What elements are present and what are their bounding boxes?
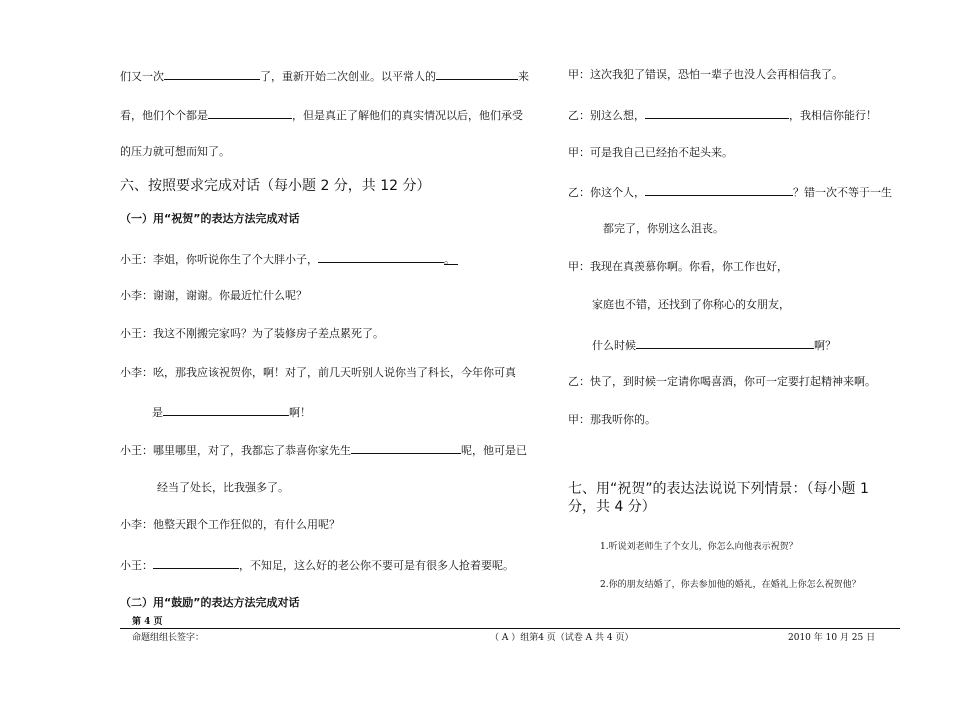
text: 小王： <box>120 559 153 572</box>
right-line-6: 甲：我现在真羡慕你啊。你看，你工作也好， <box>568 260 788 273</box>
answer-blank <box>163 404 289 416</box>
text: 可想而知了。 <box>164 145 230 158</box>
dialog-line-4: 小李：吆，那我应该祝贺你，啊！对了，前几天听别人说你当了科长，今年你可真 <box>120 366 516 379</box>
subsection-2-heading: （二）用“鼓励”的表达方法完成对话 <box>120 596 300 609</box>
text: 啊！ <box>289 406 311 419</box>
text: 呢，他可是已 <box>461 444 527 457</box>
answer-blank <box>436 68 518 80</box>
text: 们又一次 <box>120 70 164 83</box>
text: ？错一次不等于一生 <box>793 186 892 199</box>
text: 了，重新开始二次创业。以平常人的 <box>260 70 436 83</box>
text: 啊？ <box>814 339 836 352</box>
text: 什么时候 <box>592 339 636 352</box>
text: ，但是真正了解他们的真实情况以后，他们承受 <box>292 109 523 122</box>
question-1: 1.听说刘老师生了个女儿，你怎么向他表示祝贺？ <box>600 542 798 552</box>
text: ，我相信你能行！ <box>789 109 877 122</box>
text: 乙：你这个人， <box>568 186 645 199</box>
dialog-line-6 <box>120 442 527 458</box>
right-line-9: 乙：快了，到时候一定请你喝喜酒，你可一定要打起精神来啊。 <box>568 375 876 388</box>
period-mark: 。 <box>444 253 458 265</box>
section-7-heading-line-1: 七、用“祝贺”的表达法说说下列情景：（每小题 1 <box>568 481 869 497</box>
answer-blank <box>208 107 292 119</box>
left-line-3 <box>120 145 230 159</box>
dialog-line-9 <box>120 557 514 573</box>
right-line-10: 甲：那我听你的。 <box>568 413 656 426</box>
answer-blank <box>645 107 789 119</box>
text: 小王：李姐，你听说你生了个大胖小子， <box>120 253 318 266</box>
right-line-8 <box>592 337 836 353</box>
text: 是 <box>152 406 163 419</box>
text: 来 <box>518 70 529 83</box>
dialog-line-3: 小王：我这不刚搬完家吗？为了装修房子差点累死了。 <box>120 327 384 340</box>
section-6-heading: 六、按照要求完成对话（每小题 2 分，共 12 分） <box>120 178 431 194</box>
dialog-line-1 <box>120 251 458 267</box>
right-line-3: 甲：可是我自己已经抬不起头来。 <box>568 146 733 159</box>
text: 乙：别这么想， <box>568 109 645 122</box>
right-line-5: 都完了，你别这么沮丧。 <box>603 222 724 235</box>
footer-date: 2010 年 10 月 25 日 <box>788 633 876 643</box>
text: 小王：哪里哪里，对了，我都忘了恭喜你家先生 <box>120 444 351 457</box>
answer-blank <box>351 442 461 454</box>
subsection-1-heading: （一）用“祝贺”的表达方法完成对话 <box>120 212 300 225</box>
text: 看，他们个个都是 <box>120 109 208 122</box>
question-2: 2.你的朋友结婚了，你去参加他的婚礼，在婚礼上你怎么祝贺他？ <box>600 580 861 590</box>
answer-blank <box>164 68 260 80</box>
text: 的压力就 <box>120 145 164 158</box>
answer-blank <box>153 557 239 569</box>
answer-blank <box>645 184 793 196</box>
left-line-2 <box>120 107 523 123</box>
dialog-line-8: 小李：他整天跟个工作狂似的，有什么用呢？ <box>120 518 340 531</box>
right-line-2 <box>568 107 877 123</box>
footer-page-info: （ A ）组第4 页（试卷 A 共 4 页） <box>490 633 634 643</box>
section-7-heading-line-2: 分，共 4 分） <box>568 499 656 515</box>
dialog-line-7: 经当了处长，比我强多了。 <box>157 481 289 494</box>
answer-blank <box>318 251 444 263</box>
right-line-7: 家庭也不错，还找到了你称心的女朋友， <box>592 298 790 311</box>
left-line-1 <box>120 68 529 84</box>
footer-divider <box>120 628 900 629</box>
signer-label: 命题组组长签字： <box>132 633 205 643</box>
page-number: 第 4 页 <box>132 617 163 627</box>
right-line-1: 甲：这次我犯了错误，恐怕一辈子也没人会再相信我了。 <box>568 68 843 81</box>
dialog-line-5 <box>152 404 311 420</box>
right-line-4 <box>568 184 892 200</box>
answer-blank <box>636 337 814 349</box>
text: ，不知足，这么好的老公你不要可是有很多人抢着要呢。 <box>239 559 514 572</box>
dialog-line-2: 小李：谢谢，谢谢。你最近忙什么呢？ <box>120 289 307 302</box>
